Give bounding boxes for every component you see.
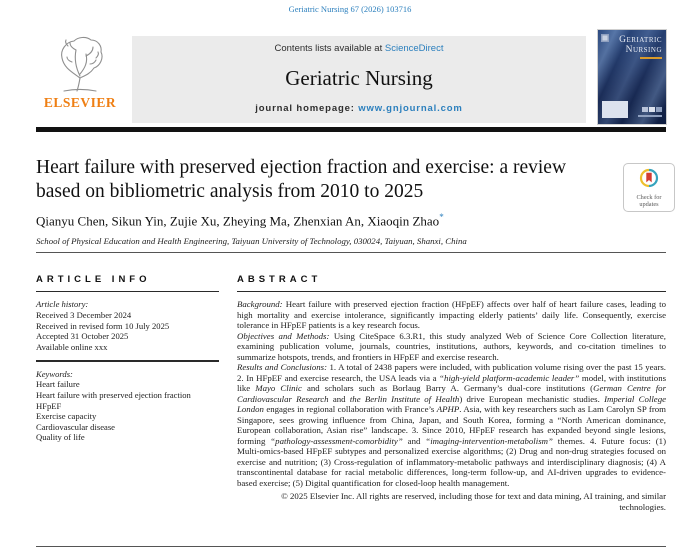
cover-orange-rule	[640, 57, 662, 59]
keyword-item: Exercise capacity	[36, 411, 97, 422]
sciencedirect-link[interactable]: ScienceDirect	[384, 43, 444, 54]
header-divider-bar	[36, 127, 666, 132]
abstract-rule	[237, 291, 666, 292]
keyword-item: Heart failure	[36, 379, 80, 390]
corresponding-author-mark[interactable]: *	[439, 212, 444, 222]
keyword-item: Cardiovascular disease	[36, 421, 115, 432]
copyright-notice: © 2025 Elsevier Inc. All rights are reserved, including those for text and data mining, AI training, and similar technologies.	[281, 491, 666, 512]
journal-title: Geriatric Nursing	[285, 66, 433, 90]
article-info-heading: ARTICLE INFO	[36, 274, 151, 285]
check-for-updates-button[interactable]	[623, 163, 675, 212]
keywords-list	[36, 379, 219, 443]
cover-footer-marks	[642, 107, 662, 112]
article-info-rule	[36, 291, 219, 292]
article-history-block	[36, 299, 219, 352]
article-history-item: Received 3 December 2024	[36, 309, 132, 320]
cover-title-line2: Nursing	[625, 45, 662, 55]
abstract-heading: ABSTRACT	[237, 274, 322, 285]
journal-header	[36, 30, 666, 125]
keywords-rule	[36, 360, 219, 361]
article-history-item: Available online xxx	[36, 341, 108, 352]
journal-citation-link[interactable]: Geriatric Nursing 67 (2026) 103716	[288, 4, 412, 14]
keyword-item: HFpEF	[36, 400, 62, 411]
keyword-item: Heart failure with preserved ejection fraction	[36, 389, 191, 400]
author-list: Qianyu Chen, Sikun Yin, Zujie Xu, Zheying Ma, Zhenxian An, Xiaoqin Zhao*	[36, 212, 444, 229]
article-history-label: Article history:	[36, 299, 89, 310]
abstract-paragraph: Results and Conclusions: 1. A total of 2438 papers were included, with publication volume rising over the past 15 years. 2. In HFpEF and exercise research, the USA leads via a “high-yield platform-academic leader” model, with institutions like Mayo Clinic and scholars such as Borlaug Barry A. Germany’s dual-core institutions (German Centre for Cardiovascular Research and the Berlin Institute of Health) drive European mechanistic studies. Imperial College London engages in regional collaboration with France’s APHP. Asia, with key researchers such as Lam Carolyn SP from Singapore, sees growing influence from China, Japan, and South Korea, forming a “North American dominance, European collaboration, Asian rise” landscape. 3. Since 2010, HFpEF research has expanded beyond single lesions, forming “pathology-assessment-comorbidity” and “imaging-intervention-metabolism” themes. 4. Future focus: (1) Multi-omics-based HFpEF subtypes and personalized exercise algorithms; (2) Drug and non-drug strategies focused on exercise and nutrition; (3) Cross-regulation of inflammatory-metabolic pathways and interdisciplinary diagnosis; (4) A transcontinental database for racial metabolic differences, long-term follow-up, and AI-driven upgrades to evidence-based exercise; (5) Digital quantification for closed-loop health management.	[237, 362, 667, 488]
abstract-paragraph: Background: Heart failure with preserved ejection fraction (HFpEF) affects over half of heart failure cases, leading to high mortality and exercise intolerance, significantly impacting elderly patients’ daily life. Consequently, exercise tolerance in HFpEF patients is a key research focus.	[237, 299, 666, 331]
article-history-list	[36, 310, 219, 352]
elsevier-wordmark: ELSEVIER	[43, 95, 117, 110]
keyword-item: Quality of life	[36, 432, 85, 443]
article-history-item: Accepted 31 October 2025	[36, 331, 129, 342]
check-updates-icon	[639, 168, 659, 193]
page-bottom-rule	[36, 546, 666, 547]
homepage-prefix: journal homepage:	[255, 103, 359, 114]
journal-masthead-box	[132, 36, 586, 123]
abstract-paragraphs	[237, 299, 666, 488]
elsevier-tree-icon	[52, 79, 108, 96]
cover-white-box	[602, 101, 628, 118]
journal-cover-thumbnail	[598, 30, 666, 124]
cover-footer-line	[638, 115, 662, 117]
elsevier-logo	[36, 34, 124, 111]
abstract-paragraph: Objectives and Methods: Using CiteSpace 6.3.R1, this study analyzed Web of Science Core Collection literature, examining publication volume, journals, countries, institutions, authors, keywords, and co-citation timelines to summarize hotspots, trends, and frontiers in HFpEF and exercise research.	[237, 330, 666, 362]
article-history-item: Received in revised form 10 July 2025	[36, 320, 170, 331]
contents-prefix: Contents lists available at	[274, 43, 385, 54]
cover-logo-square	[601, 34, 609, 42]
rule-under-authors	[36, 252, 666, 253]
cover-title	[619, 35, 662, 59]
abstract-column	[237, 274, 666, 512]
affiliation: School of Physical Education and Health Engineering, Taiyuan University of Technology, 030024, Taiyuan, Shanxi, China	[36, 236, 467, 246]
article-info-column	[36, 274, 219, 443]
check-updates-label: Check for updates	[636, 193, 662, 208]
contents-line	[275, 43, 444, 54]
homepage-line	[255, 103, 462, 114]
keywords-label: Keywords:	[36, 368, 73, 379]
article-title: Heart failure with preserved ejection fraction and exercise: a review based on bibliometric analysis from 2010 to 2025	[36, 157, 567, 202]
cover-title-line1: Geriatric	[619, 35, 662, 45]
journal-homepage-link[interactable]: www.gnjournal.com	[358, 103, 463, 114]
keywords-block	[36, 369, 219, 443]
